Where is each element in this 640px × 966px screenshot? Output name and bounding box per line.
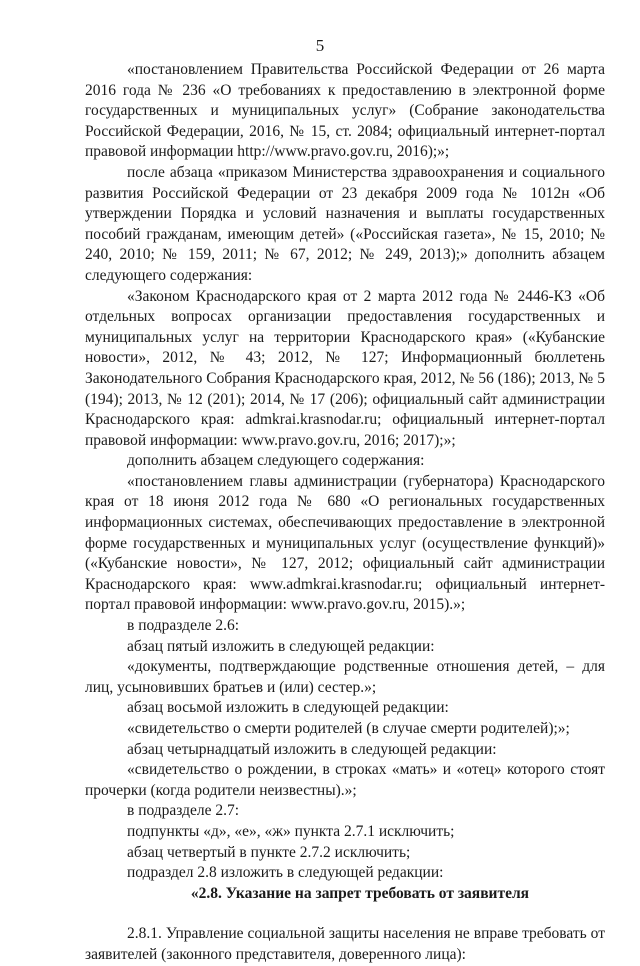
paragraph: в подразделе 2.6: [127, 617, 240, 635]
paragraph: абзац восьмой изложить в следующей редакции: [127, 699, 449, 717]
paragraph: абзац пятый изложить в следующей редакции: [127, 637, 435, 655]
paragraph: 2.8.1. Управление социальной защиты населения не вправе требовать от заявителей (законного представителя, доверенного лица): [85, 925, 605, 963]
paragraph: в подразделе 2.7: [127, 802, 240, 820]
paragraph: «свидетельство о рождении, в строках «мать» и «отец» которого стоят прочерки (когда родители неизвестны).»; [85, 761, 605, 799]
paragraph: «документы, подтверждающие родственные отношения детей, – для лиц, усыновивших братьев и (или) сестер.»; [85, 658, 605, 696]
paragraph: «постановлением Правительства Российской Федерации от 26 марта 2016 года № 236 «О требованиях к предоставлению в электронной форме государственных и муниципальных услуг» (Собрание законодательства Российской Федерации, 2016, № 15, ст. 2084; официальный интернет-портал правовой информации http://www.pravo.gov.ru, 2016);»; [85, 61, 605, 161]
section-heading: «2.8. Указание на запрет требовать от заявителя [190, 884, 530, 902]
paragraph: «Законом Краснодарского края от 2 марта 2012 года № 2446-КЗ «Об отдельных вопросах организации предоставления государственных и муниципальных услуг на территории Краснодарского края» («Кубанские новости», 2012, № 43; 2012, № 127; Информационный бюллетень Законодательного Собрания Краснодарского края, 2012, № 56 (186); 2013, № 5 (194); 2013, № 12 (201); 2014, № 17 (206); официальный сайт администрации Краснодарского края: admkrai.krasnodar.ru; официальный интернет-портал правовой информации: www.pravo.gov.ru, 2016; 2017);»; [85, 287, 605, 449]
document-body [85, 60, 605, 966]
paragraph: абзац четвертый в пункте 2.7.2 исключить; [127, 843, 411, 861]
paragraph: абзац четырнадцатый изложить в следующей редакции: [127, 740, 497, 758]
paragraph: «свидетельство о смерти родителей (в случае смерти родителей);»; [127, 720, 570, 737]
paragraph: «постановлением главы администрации (губернатора) Краснодарского края от 18 июня 2012 года № 680 «О региональных государственных информационных системах, обеспечивающих предоставление в электронной форме государственных и муниципальных услуг (осуществление функций)» («Кубанские новости», № 127, 2012; официальный сайт администрации Краснодарского края: www.admkrai.krasnodar.ru; официальный интернет-портал правовой информации: www.pravo.gov.ru, 2015).»; [85, 472, 605, 614]
paragraph: дополнить абзацем следующего содержания: [127, 452, 425, 470]
paragraph: подпункты «д», «е», «ж» пункта 2.7.1 исключить; [127, 822, 455, 840]
paragraph: подраздел 2.8 изложить в следующей редакции: [127, 864, 444, 882]
paragraph: после абзаца «приказом Министерства здравоохранения и социального развития Российской Федерации от 23 декабря 2009 года № 1012н «Об утверждении Порядка и условий назначения и выплаты государственных пособий гражданам, имеющим детей» («Российская газета», № 15, 2010; № 240, 2010; № 159, 2011; № 67, 2012; № 249, 2013);» дополнить абзацем следующего содержания: [85, 163, 605, 284]
page-number: 5 [315, 36, 325, 55]
